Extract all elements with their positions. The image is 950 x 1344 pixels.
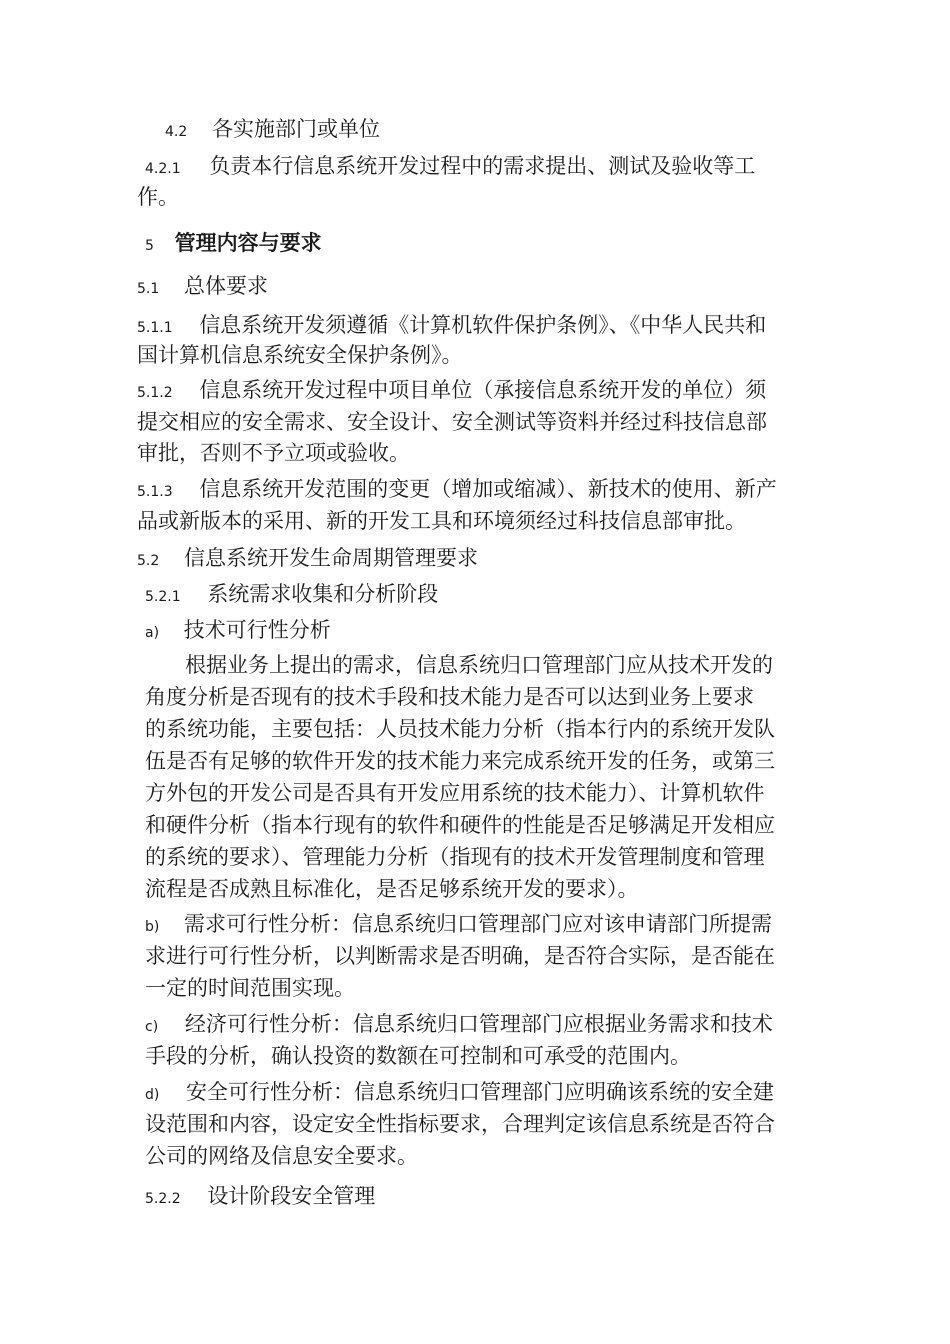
item-marker: b) [145,919,160,935]
section-number: 4.2.1 [145,161,181,177]
section-number: 5.1.3 [137,484,173,500]
item-a-heading [145,614,331,649]
clause-text: 负责本行信息系统开发过程中的需求提出、测试及验收等工 [209,154,756,178]
section-number: 5.1.1 [137,320,173,336]
section-title: 管理内容与要求 [174,230,322,255]
heading-5-2-1 [145,578,438,613]
clause-text: 审批，否则不予立项或验收。 [137,441,410,465]
item-marker: d) [145,1087,160,1103]
clause-text: 国计算机信息系统安全保护条例》。 [137,343,463,367]
clause-5-1-3-cont [137,505,746,537]
paragraph-line: 流程是否成熟且标准化，是否足够系统开发的要求）。 [145,877,639,901]
item-d-cont [145,1140,418,1172]
item-b-cont [145,972,355,1004]
heading-4-2 [165,113,380,148]
clause-5-1-3 [137,473,777,508]
section-title: 设计阶段安全管理 [207,1184,376,1208]
section-title: 信息系统开发生命周期管理要求 [183,546,478,570]
paragraph-line: 和硬件分析（指本行现有的软件和硬件的性能是否足够满足开发相应 [145,813,775,837]
clause-text: 信息系统开发过程中项目单位（承接信息系统开发的单位）须 [199,378,767,402]
clause-5-1-2-cont [137,437,410,469]
section-title: 总体要求 [183,274,268,298]
clause-text: 信息系统开发范围的变更（增加或缩减）、新技术的使用、新产 [199,477,777,501]
item-text: 需求可行性分析：信息系统归口管理部门应对该申请部门所提需 [184,912,773,936]
clause-text: 作。 [137,185,179,209]
item-b-cont [145,940,775,972]
section-number: 5.1 [137,281,160,297]
clause-5-1-1-cont [137,339,463,371]
heading-5-1 [137,270,268,305]
section-number: 4.2 [165,124,188,140]
heading-5-2 [137,542,478,577]
item-d-cont [145,1108,775,1140]
item-text: 经济可行性分析：信息系统归口管理部门应根据业务需求和技术 [184,1012,773,1036]
paragraph-line: 角度分析是否现有的技术手段和技术能力是否可以达到业务上要求 [145,685,754,709]
item-text: 公司的网络及信息安全要求。 [145,1144,418,1168]
section-number: 5.2.2 [145,1191,181,1207]
paragraph-line: 的系统功能，主要包括：人员技术能力分析（指本行内的系统开发队 [145,717,775,741]
section-title: 系统需求收集和分析阶段 [207,582,439,606]
paragraph-line: 的系统的要求）、管理能力分析（指现有的技术开发管理制度和管理 [145,845,765,869]
section-title: 各实施部门或单位 [211,117,380,141]
clause-text: 品或新版本的采用、新的开发工具和环境须经过科技信息部审批。 [137,509,746,533]
section-number: 5.2.1 [145,589,181,605]
section-number: 5 [145,238,154,254]
item-c-cont [145,1040,691,1072]
clause-text: 信息系统开发须遵循《计算机软件保护条例》、《中华人民共和 [199,313,767,337]
clause-5-1-2 [137,374,766,409]
paragraph-line: 根据业务上提出的需求，信息系统归口管理部门应从技术开发的 [185,653,773,677]
item-b [145,908,772,943]
item-text: 求进行可行性分析，以判断需求是否明确，是否符合实际，是否能在 [145,944,775,968]
paragraph-line: 伍是否有足够的软件开发的技术能力来完成系统开发的任务，或第三 [145,749,775,773]
clause-4-2-1-cont [137,181,179,213]
paragraph-line: 方外包的开发公司是否具有开发应用系统的技术能力）、计算机软件 [145,781,765,805]
heading-5-2-2 [145,1180,375,1215]
clause-4-2-1 [145,150,755,185]
item-d [145,1076,774,1111]
item-title: 技术可行性分析 [183,618,331,642]
item-text: 一定的时间范围实现。 [145,976,355,1000]
section-number: 5.1.2 [137,385,173,401]
heading-5 [145,227,322,262]
section-number: 5.2 [137,553,160,569]
item-marker: a) [145,625,160,641]
item-marker: c) [145,1019,159,1035]
item-c [145,1008,773,1043]
clause-5-1-2-cont [137,406,767,438]
item-text: 安全可行性分析：信息系统归口管理部门应明确该系统的安全建 [186,1080,775,1104]
item-text: 手段的分析，确认投资的数额在可控制和可承受的范围内。 [145,1044,691,1068]
item-text: 设范围和内容，设定安全性指标要求，合理判定该信息系统是否符合 [145,1112,775,1136]
clause-text: 提交相应的安全需求、安全设计、安全测试等资料并经过科技信息部 [137,410,767,434]
